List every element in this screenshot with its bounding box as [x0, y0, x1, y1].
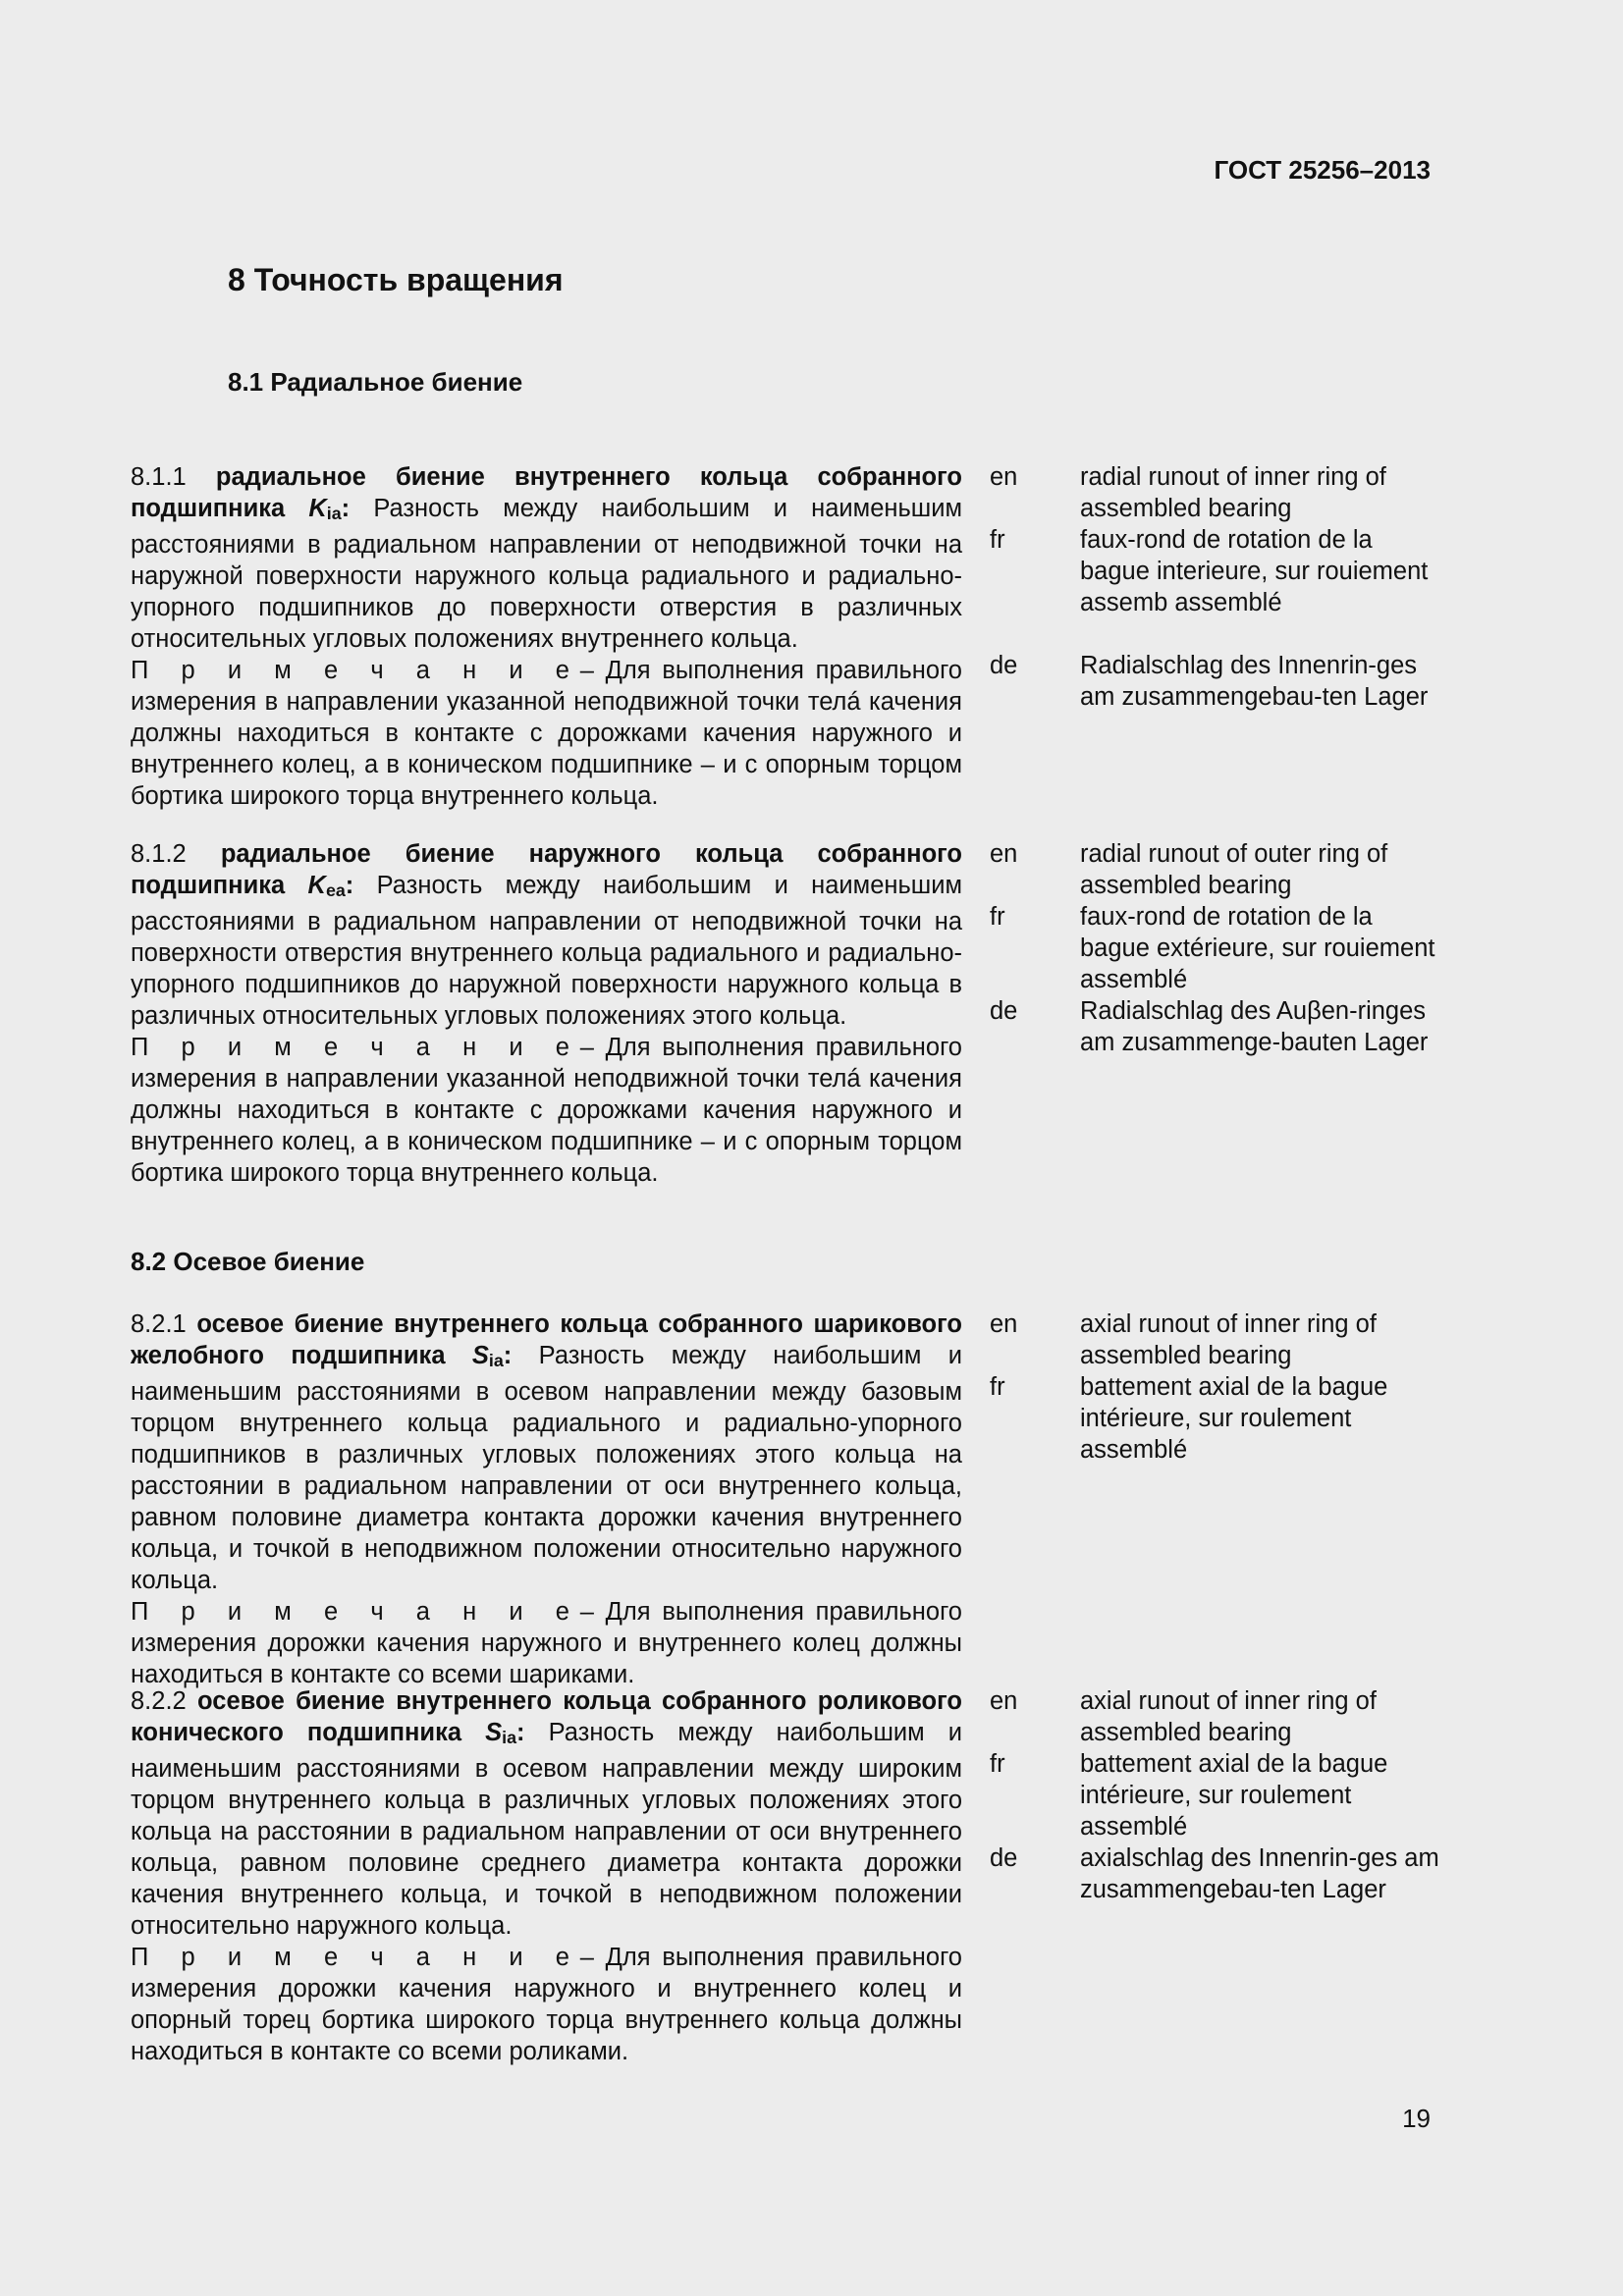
lang-code-fr: fr: [990, 1750, 1005, 1778]
term-symbol: K: [307, 872, 326, 899]
subsection-title-8-2: 8.2 Осевое биение: [131, 1247, 365, 1276]
lang-code-en: en: [990, 1687, 1018, 1715]
lang-code-fr: fr: [990, 1373, 1005, 1401]
term-name: осевое биение внутреннего кольца собранного роликового конического подшипника: [131, 1687, 962, 1746]
lang-code-de: de: [990, 1844, 1018, 1872]
term-symbol: K: [308, 495, 327, 522]
term-symbol-subscript: ia: [326, 504, 342, 524]
translation-de: Radialschlag des Innenrin-ges am zusammengebau-ten Lager: [1080, 652, 1429, 711]
translation-en: radial runout of inner ring of assembled bearing: [1080, 463, 1386, 522]
standard-designation: ГОСТ 25256–2013: [1214, 155, 1431, 185]
term-entry-8-1-1: 8.1.1 радиальное биение внутреннего кольца собранного подшипника $K_{ia}$: Разность между наибольшим и наименьшим расстояниями в радиальном направлении от неподвижной точки на наружной поверхности наружного кольца радиального и радиально-упорного подшипников до поверхности отверстия в различных относительных угловых положениях внутреннего кольца. П р и м е ч а н и е– Для выполнения правильного измерения в направлении указанной неподвижной точки телá качения должны находиться в контакте с дорожками качения наружного и внутреннего колец, а в коническом подшипнике – и с опорным торцом бортика широкого торца внутреннего кольца.: [131, 463, 962, 811]
term-name: осевое биение внутреннего кольца собранного шарикового желобного подшипника: [131, 1310, 962, 1369]
term-symbol-subscript: ia: [488, 1351, 504, 1371]
term-name: радиальное биение внутреннего кольца собранного подшипника: [131, 463, 962, 522]
term-note: – Для выполнения правильного измерения в направлении указанной неподвижной точки телá качения должны находиться в контакте с дорожками качения наружного и внутреннего колец, а в коническом подшипнике – и с опорным торцом бортика широкого торца внутреннего кольца.: [131, 657, 962, 811]
term-number: 8.2.2: [131, 1687, 187, 1715]
note-label: П р и м е ч а н и е: [131, 657, 580, 685]
lang-code-en: en: [990, 463, 1018, 491]
lang-code-fr: fr: [990, 526, 1005, 554]
translation-fr: faux-rond de rotation de la bague interieure, sur rouiement assemb assemblé: [1080, 526, 1429, 616]
term-symbol: S: [485, 1719, 503, 1746]
term-definition: Разность между наибольшим и наименьшим расстояниями в осевом направлении между базовым торцом внутреннего кольца радиального и радиально-упорного подшипников в различных угловых положениях этого кольца на расстоянии в радиальном направлении от оси внутреннего кольца, равном половине диаметра контакта дорожки качения внутреннего кольца, и точкой в неподвижном положении относительно наружного кольца.: [131, 1342, 962, 1595]
term-entry-8-1-2: 8.1.2 радиальное биение наружного кольца собранного подшипника $K_{ea}$: Разность между наибольшим и наименьшим расстояниями в радиальном направлении от неподвижной точки на поверхности отверстия внутреннего кольца радиального и радиально-упорного подшипников до наружной поверхности наружного кольца в различных относительных угловых положениях этого кольца. П р и м е ч а н и е– Для выполнения правильного измерения в направлении указанной неподвижной точки телá качения должны находиться в контакте с дорожками качения наружного и внутреннего колец, а в коническом подшипнике – и с опорным торцом бортика широкого торца внутреннего кольца.: [131, 840, 963, 1188]
term-definition: Разность между наибольшим и наименьшим расстояниями в осевом направлении между широким торцом внутреннего кольца в различных угловых положениях этого кольца на расстоянии в радиальном направлении от оси внутреннего кольца, равном половине среднего диаметра контакта дорожки качения внутреннего кольца, и точкой в неподвижном положении относительно наружного кольца.: [131, 1719, 963, 1941]
note-label: П р и м е ч а н и е: [131, 1598, 580, 1627]
term-symbol-subscript: ia: [502, 1728, 517, 1748]
lang-code-de: de: [990, 997, 1018, 1025]
translation-fr: faux-rond de rotation de la bague extérieure, sur rouiement assemblé: [1080, 903, 1435, 993]
lang-code-en: en: [990, 840, 1018, 868]
term-name: радиальное биение наружного кольца собранного подшипника: [131, 840, 963, 899]
lang-code-en: en: [990, 1310, 1018, 1338]
term-note: – Для выполнения правильного измерения дорожки качения наружного и внутреннего колец и опорный торец бортика широкого торца внутреннего кольца должны находиться в контакте со всеми роликами.: [131, 1944, 962, 2066]
term-definition: Разность между наибольшим и наименьшим расстояниями в радиальном направлении от неподвижной точки на поверхности отверстия внутреннего кольца радиального и радиально-упорного подшипников до наружной поверхности наружного кольца в различных относительных угловых положениях этого кольца.: [131, 872, 962, 1031]
subsection-title-8-1: 8.1 Радиальное биение: [228, 367, 523, 397]
translation-en: radial runout of outer ring of assembled bearing: [1080, 840, 1388, 899]
lang-code-de: de: [990, 652, 1018, 679]
translation-fr: battement axial de la bague intérieure, sur roulement assemblé: [1080, 1373, 1388, 1464]
lang-code-fr: fr: [990, 903, 1005, 931]
term-note: – Для выполнения правильного измерения в направлении указанной неподвижной точки телá качения должны находиться в контакте с дорожками качения наружного и внутреннего колец, а в коническом подшипнике – и с опорным торцом бортика широкого торца внутреннего кольца.: [131, 1034, 962, 1188]
note-label: П р и м е ч а н и е: [131, 1944, 580, 1972]
page-number: 19: [1402, 2104, 1431, 2133]
translation-en: axial runout of inner ring of assembled bearing: [1080, 1310, 1377, 1369]
term-definition: Разность между наибольшим и наименьшим расстояниями в радиальном направлении от неподвижной точки на наружной поверхности наружного кольца радиального и радиально-упорного подшипников до поверхности отверстия в различных относительных угловых положениях внутреннего кольца.: [131, 495, 962, 654]
translation-fr: battement axial de la bague intérieure, sur roulement assemblé: [1080, 1750, 1388, 1841]
translation-en: axial runout of inner ring of assembled bearing: [1080, 1687, 1377, 1746]
term-number: 8.1.2: [131, 840, 187, 868]
term-symbol: S: [471, 1342, 489, 1369]
translation-de: Radialschlag des Auβen-ringes am zusammenge-bauten Lager: [1080, 997, 1429, 1056]
term-number: 8.2.1: [131, 1310, 187, 1338]
translation-de: axialschlag des Innenrin-ges am zusammengebau-ten Lager: [1080, 1844, 1439, 1903]
term-number: 8.1.1: [131, 463, 187, 491]
term-entry-8-2-1: 8.2.1 осевое биение внутреннего кольца собранного шарикового желобного подшипника $S_{ia}$: Разность между наибольшим и наименьшим расстояниями в осевом направлении между базовым торцом внутреннего кольца радиального и радиально-упорного подшипников в различных угловых положениях этого кольца на расстоянии в радиальном направлении от оси внутреннего кольца, равном половине диаметра контакта дорожки качения внутреннего кольца, и точкой в неподвижном положении относительно наружного кольца. П р и м е ч а н и е– Для выполнения правильного измерения дорожки качения наружного и внутреннего колец должны находиться в контакте со всеми шариками.: [131, 1310, 962, 1689]
term-symbol-subscript: ea: [325, 881, 346, 901]
term-entry-8-2-2: 8.2.2 осевое биение внутреннего кольца собранного роликового конического подшипника $S_{ia}$: Разность между наибольшим и наименьшим расстояниями в осевом направлении между широким торцом внутреннего кольца в различных угловых положениях этого кольца на расстоянии в радиальном направлении от оси внутреннего кольца, равном половине среднего диаметра контакта дорожки качения внутреннего кольца, и точкой в неподвижном положении относительно наружного кольца. П р и м е ч а н и е– Для выполнения правильного измерения дорожки качения наружного и внутреннего колец и опорный торец бортика широкого торца внутреннего кольца должны находиться в контакте со всеми роликами.: [131, 1687, 963, 2066]
note-label: П р и м е ч а н и е: [131, 1034, 580, 1062]
section-title: 8 Точность вращения: [228, 262, 564, 297]
term-note: – Для выполнения правильного измерения дорожки качения наружного и внутреннего колец должны находиться в контакте со всеми шариками.: [131, 1598, 962, 1689]
